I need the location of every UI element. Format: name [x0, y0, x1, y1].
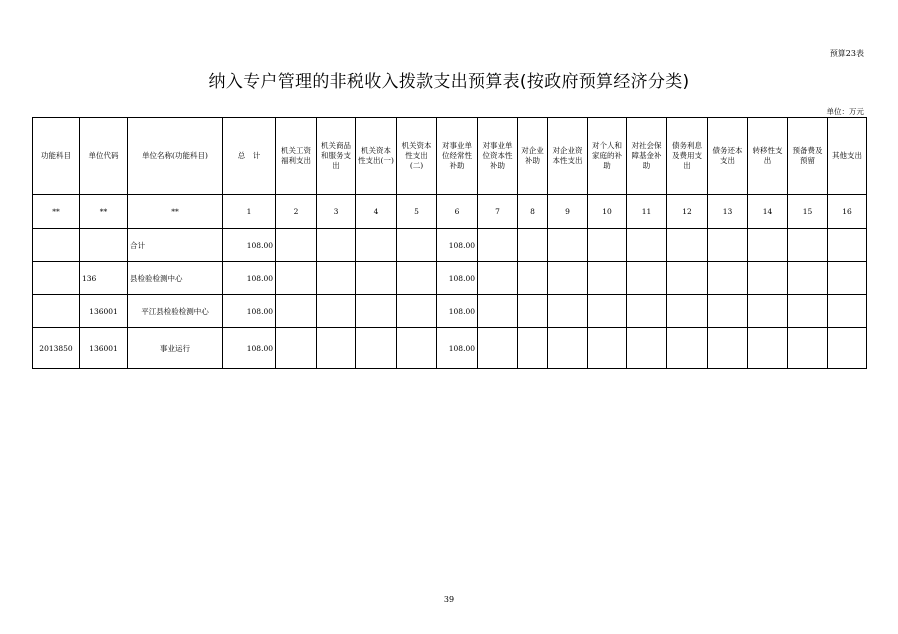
- value-cell: [588, 229, 627, 262]
- value-cell: [788, 262, 828, 295]
- value-cell: [627, 262, 667, 295]
- col-header: 债务利息及费用支出: [667, 118, 708, 195]
- value-cell: [276, 295, 317, 328]
- value-cell: [708, 295, 748, 328]
- value-cell: [828, 328, 867, 369]
- value-cell: [518, 328, 548, 369]
- value-cell: [356, 295, 397, 328]
- unit-code-cell: [80, 229, 128, 262]
- unit-code-cell: 136001: [80, 295, 128, 328]
- value-cell: [667, 328, 708, 369]
- value-cell: [667, 295, 708, 328]
- value-cell: [276, 328, 317, 369]
- unit-code-cell: 136001: [80, 328, 128, 369]
- col-header: 机关工资福利支出: [276, 118, 317, 195]
- value-cell: [708, 229, 748, 262]
- value-cell: [548, 262, 588, 295]
- value-cell: [478, 229, 518, 262]
- value-cell: [478, 262, 518, 295]
- table-row: [33, 295, 867, 328]
- value-cell: [588, 262, 627, 295]
- value-cell: [588, 295, 627, 328]
- unit-name-cell: 合计: [128, 229, 223, 262]
- col-header: 机关商品和服务支出: [317, 118, 356, 195]
- value-cell: [518, 262, 548, 295]
- value-cell: [708, 262, 748, 295]
- col-header: 对事业单位资本性补助: [478, 118, 518, 195]
- value-cell: [708, 328, 748, 369]
- value-cell: [788, 295, 828, 328]
- index-cell: 4: [356, 195, 397, 229]
- col-header: 对社会保障基金补助: [627, 118, 667, 195]
- column-index-row: [33, 195, 867, 229]
- value-cell: [627, 328, 667, 369]
- value-cell: [397, 328, 437, 369]
- index-cell: 16: [828, 195, 867, 229]
- index-cell: 12: [667, 195, 708, 229]
- col-header: 单位名称(功能科目): [128, 118, 223, 195]
- value-cell: [397, 262, 437, 295]
- value-cell: [588, 328, 627, 369]
- index-cell: 15: [788, 195, 828, 229]
- value-cell: [276, 262, 317, 295]
- table-row-total: [33, 229, 867, 262]
- index-cell: 11: [627, 195, 667, 229]
- value-cell: 108.00: [437, 328, 478, 369]
- value-cell: [397, 229, 437, 262]
- index-cell: 2: [276, 195, 317, 229]
- value-cell: [788, 328, 828, 369]
- function-code-cell: 2013850: [33, 328, 80, 369]
- total-cell: 108.00: [223, 262, 276, 295]
- index-cell: 3: [317, 195, 356, 229]
- value-cell: [356, 262, 397, 295]
- index-cell: 7: [478, 195, 518, 229]
- value-cell: [397, 295, 437, 328]
- col-header: 其他支出: [828, 118, 867, 195]
- value-cell: [627, 229, 667, 262]
- unit-name-cell: 事业运行: [128, 328, 223, 369]
- value-cell: [317, 295, 356, 328]
- value-cell: [356, 229, 397, 262]
- value-cell: [478, 295, 518, 328]
- unit-code-cell: 136: [80, 262, 128, 295]
- unit-name-cell: 县检验检测中心: [128, 262, 223, 295]
- page-title: 纳入专户管理的非税收入拨款支出预算表(按政府预算经济分类): [208, 72, 690, 92]
- col-header: 对事业单位经常性补助: [437, 118, 478, 195]
- table-row: [33, 328, 867, 369]
- value-cell: [317, 262, 356, 295]
- col-header: 对企业补助: [518, 118, 548, 195]
- col-header: 预备费及预留: [788, 118, 828, 195]
- value-cell: [828, 295, 867, 328]
- index-cell: **: [128, 195, 223, 229]
- value-cell: [748, 328, 788, 369]
- col-header: 转移性支出: [748, 118, 788, 195]
- page-number: 39: [443, 595, 455, 604]
- value-cell: [748, 229, 788, 262]
- index-cell: **: [33, 195, 80, 229]
- table-row: [33, 262, 867, 295]
- value-cell: [748, 295, 788, 328]
- index-cell: 9: [548, 195, 588, 229]
- value-cell: [518, 229, 548, 262]
- index-cell: 8: [518, 195, 548, 229]
- value-cell: [627, 295, 667, 328]
- value-cell: [317, 328, 356, 369]
- col-header: 总 计: [223, 118, 276, 195]
- value-cell: [478, 328, 518, 369]
- value-cell: [828, 262, 867, 295]
- value-cell: [667, 229, 708, 262]
- index-cell: 1: [223, 195, 276, 229]
- value-cell: [356, 328, 397, 369]
- col-header: 对个人和家庭的补助: [588, 118, 627, 195]
- value-cell: [548, 229, 588, 262]
- col-header: 机关资本性支出(二): [397, 118, 437, 195]
- index-cell: **: [80, 195, 128, 229]
- index-cell: 6: [437, 195, 478, 229]
- table-header-row: [33, 118, 867, 195]
- value-cell: 108.00: [437, 295, 478, 328]
- index-cell: 5: [397, 195, 437, 229]
- index-cell: 13: [708, 195, 748, 229]
- value-cell: 108.00: [437, 262, 478, 295]
- function-code-cell: [33, 295, 80, 328]
- function-code-cell: [33, 229, 80, 262]
- total-cell: 108.00: [223, 295, 276, 328]
- value-cell: [518, 295, 548, 328]
- budget-table: [32, 117, 867, 369]
- index-cell: 14: [748, 195, 788, 229]
- table-code: 预算23表: [829, 49, 864, 58]
- unit-name-cell: 平江县检验检测中心: [128, 295, 223, 328]
- value-cell: [667, 262, 708, 295]
- value-cell: 108.00: [437, 229, 478, 262]
- unit-label: 单位：万元: [826, 107, 864, 116]
- total-cell: 108.00: [223, 229, 276, 262]
- col-header: 功能科目: [33, 118, 80, 195]
- col-header: 机关资本性支出(一): [356, 118, 397, 195]
- value-cell: [317, 229, 356, 262]
- index-cell: 10: [588, 195, 627, 229]
- value-cell: [828, 229, 867, 262]
- value-cell: [548, 295, 588, 328]
- value-cell: [276, 229, 317, 262]
- col-header: 债务还本支出: [708, 118, 748, 195]
- value-cell: [548, 328, 588, 369]
- col-header: 对企业资本性支出: [548, 118, 588, 195]
- function-code-cell: [33, 262, 80, 295]
- value-cell: [748, 262, 788, 295]
- total-cell: 108.00: [223, 328, 276, 369]
- col-header: 单位代码: [80, 118, 128, 195]
- value-cell: [788, 229, 828, 262]
